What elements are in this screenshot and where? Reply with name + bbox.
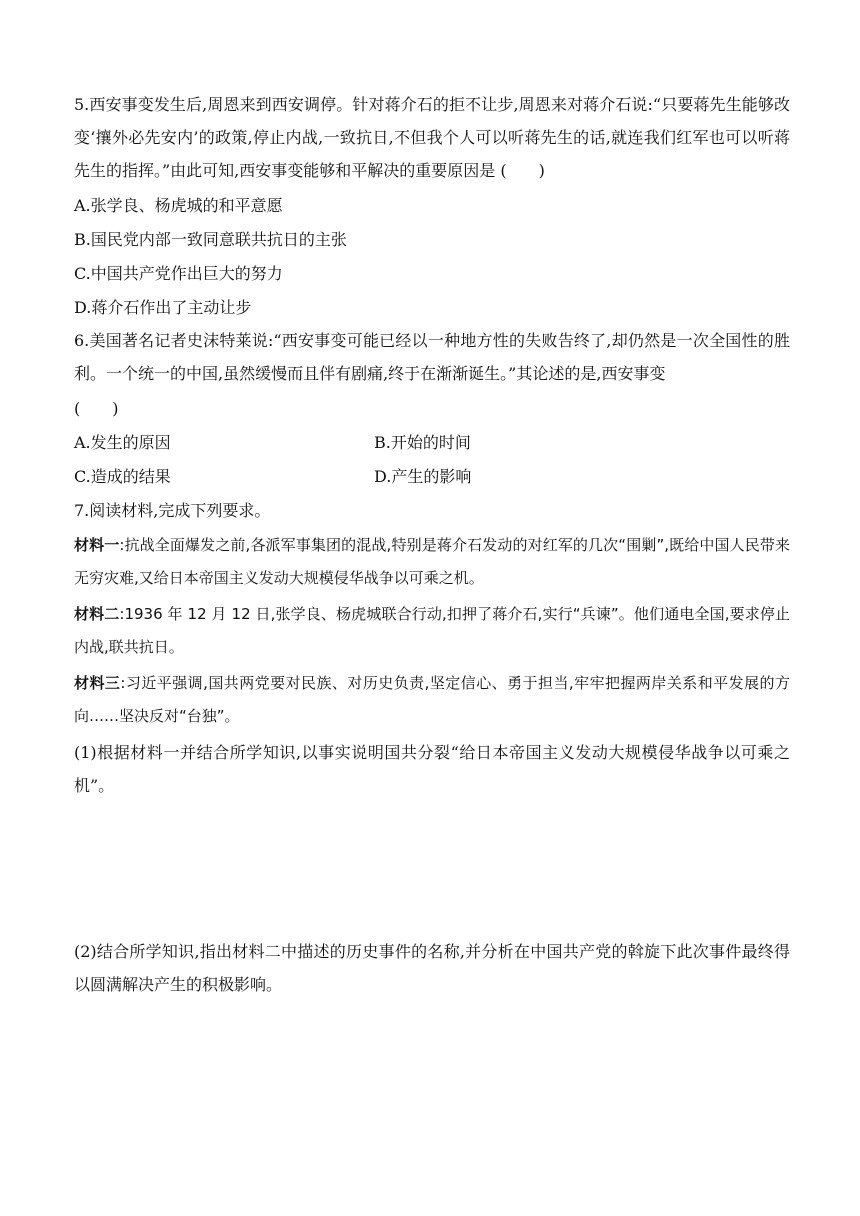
material-1-label: 材料一 — [74, 536, 120, 554]
question-7-stem: 7.阅读材料,完成下列要求。 — [74, 501, 271, 520]
q6-option-c: C.造成的结果 — [74, 467, 171, 486]
material-3 — [74, 667, 790, 733]
material-2-text: :1936 年 12 月 12 日,张学良、杨虎城联合行动,扣押了蒋介石,实行“兵谏”。他们通电全国,要求停止内战,联共抗日。 — [74, 605, 790, 656]
q6-option-b: B.开始的时间 — [374, 433, 471, 452]
material-1 — [74, 529, 790, 595]
q5-option-c: C.中国共产党作出巨大的努力 — [74, 264, 283, 283]
q6-answer-paren: ( ) — [74, 399, 119, 418]
question-6-stem: 6.美国著名记者史沫特莱说:“西安事变可能已经以一种地方性的失败告终了,却仍然是一次全国性的胜利。一个统一的中国,虽然缓慢而且伴有剧痛,终于在渐渐诞生。”其论述的是,西安事变 — [74, 331, 790, 383]
material-2-label: 材料二 — [74, 605, 120, 623]
material-2 — [74, 598, 790, 664]
question-5-stem: 5.西安事变发生后,周恩来到西安调停。针对蒋介石的拒不让步,周恩来对蒋介石说:“只要蒋先生能够改变‘攘外必先安内’的政策,停止内战,一致抗日,不但我个人可以听蒋先生的话,就连我们红军也可以听蒋先生的指挥。”由此可知,西安事变能够和平解决的重要原因是 ( ) — [74, 95, 790, 180]
q5-option-a: A.张学良、杨虎城的和平意愿 — [74, 196, 283, 215]
material-3-label: 材料三 — [74, 674, 121, 692]
q7-subquestion-1: (1)根据材料一并结合所学知识,以事实说明国共分裂“给日本帝国主义发动大规模侵华战争以可乘之机”。 — [74, 743, 790, 795]
material-1-text: :抗战全面爆发之前,各派军事集团的混战,特别是蒋介石发动的对红军的几次“围剿”,既给中国人民带来无穷灾难,又给日本帝国主义发动大规模侵华战争以可乘之机。 — [74, 536, 790, 587]
q5-option-d: D.蒋介石作出了主动让步 — [74, 298, 252, 317]
q7-subquestion-2: (2)结合所学知识,指出材料二中描述的历史事件的名称,并分析在中国共产党的斡旋下此次事件最终得以圆满解决产生的积极影响。 — [74, 942, 790, 994]
q6-option-d: D.产生的影响 — [374, 467, 472, 486]
material-3-text: :习近平强调,国共两党要对民族、对历史负责,坚定信心、勇于担当,牢牢把握两岸关系和平发展的方向……坚决反对“台独”。 — [74, 674, 790, 725]
q6-option-a: A.发生的原因 — [74, 433, 171, 452]
q5-option-b: B.国民党内部一致同意联共抗日的主张 — [74, 230, 347, 249]
